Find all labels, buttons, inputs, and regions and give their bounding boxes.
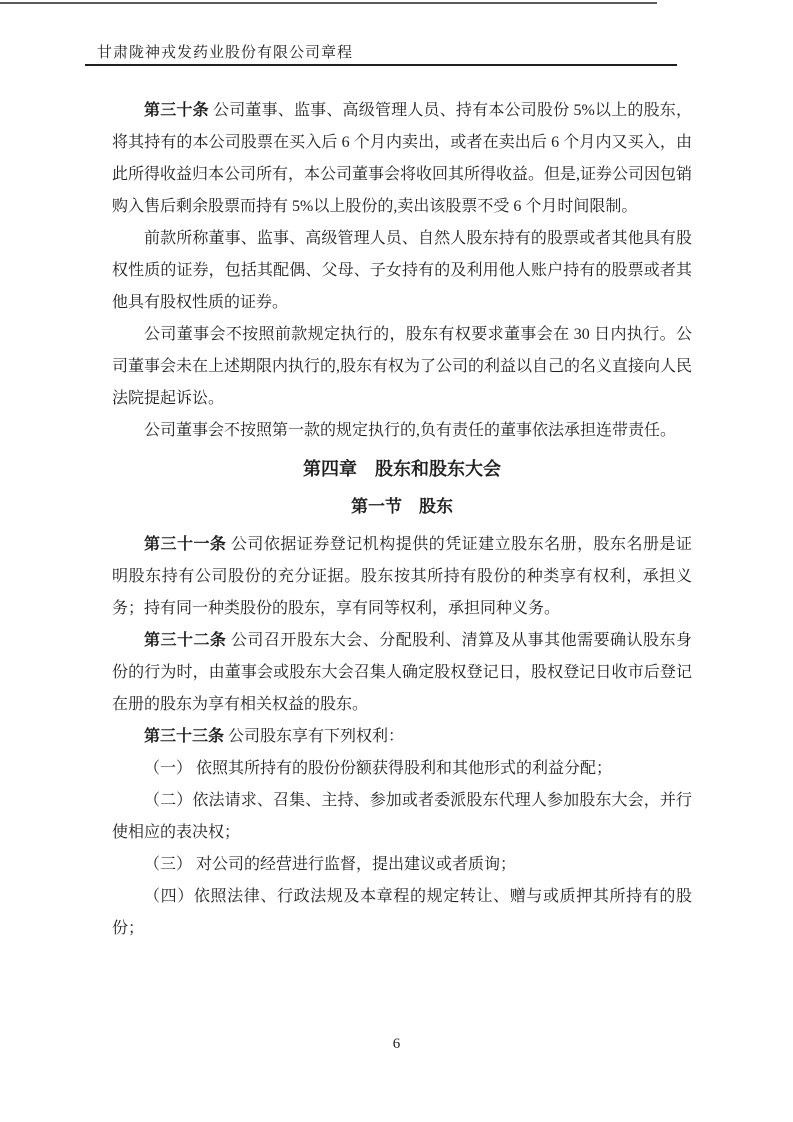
article-31-text: 公司依据证券登记机构提供的凭证建立股东名册，股东名册是证明股东持有公司股份的充分证据。股东按其所持有股份的种类享有权利，承担义务；持有同一种类股份的股东，享有同等权利，承担同种义务。 <box>112 536 692 617</box>
article-30-text: 公司董事、监事、高级管理人员、持有本公司股份 5%以上的股东，将其持有的本公司股票在买入后 6 个月内卖出，或者在卖出后 6 个月内又买入，由此所得收益归本公司所有，本公司董事会将收回其所得收益。但是,证券公司因包销购入售后剩余股票而持有 5%以上股份的,卖出该股票不受 6 个月时间限制。 <box>112 102 693 215</box>
article-33-paragraph <box>112 721 692 753</box>
article-30-label: 第三十条 <box>144 102 209 119</box>
page-top-border <box>0 2 657 4</box>
paragraph-securities-scope: 前款所称董事、监事、高级管理人员、自然人股东持有的股票或者其他具有股权性质的证券，包括其配偶、父母、子女持有的及利用他人账户持有的股票或者其他具有股权性质的证券。 <box>112 230 692 311</box>
document-header-title: 甘肃陇神戎发药业股份有限公司章程 <box>97 45 354 61</box>
chapter-heading: 第四章 股东和股东大会 <box>303 459 501 479</box>
article-32-paragraph <box>112 625 692 721</box>
page-number: 6 <box>392 1036 401 1052</box>
section-heading: 第一节 股东 <box>351 497 453 516</box>
list-item-3: （三） 对公司的经营进行监督，提出建议或者质询； <box>144 856 517 873</box>
list-item-4: （四）依照法律、行政法规及本章程的规定转让、赠与或质押其所持有的股份； <box>112 888 692 937</box>
article-32-text: 公司召开股东大会、分配股利、清算及从事其他需要确认股东身份的行为时，由董事会或股东大会召集人确定股权登记日，股权登记日收市后登记在册的股东为享有相关权益的股东。 <box>112 632 692 713</box>
paragraph-board-enforcement: 公司董事会不按照前款规定执行的，股东有权要求董事会在 30 日内执行。公司董事会未在上述期限内执行的,股东有权为了公司的利益以自己的名义直接向人民法院提起诉讼。 <box>112 326 693 407</box>
list-item-2: （二）依法请求、召集、主持、参加或者委派股东代理人参加股东大会，并行使相应的表决权； <box>112 792 692 841</box>
article-31-label: 第三十一条 <box>144 536 227 553</box>
paragraph-director-liability: 公司董事会不按照第一款的规定执行的,负有责任的董事依法承担连带责任。 <box>144 422 677 439</box>
article-33-label: 第三十三条 <box>144 728 225 745</box>
header-rule <box>85 64 677 66</box>
document-body <box>112 95 692 945</box>
list-item-1: （一） 依照其所持有的股份份额获得股利和其他形式的利益分配； <box>144 760 613 777</box>
article-32-label: 第三十二条 <box>144 632 227 649</box>
article-31-paragraph <box>112 529 692 625</box>
article-33-text: 公司股东享有下列权利： <box>224 728 405 745</box>
article-30-paragraph <box>112 95 692 223</box>
